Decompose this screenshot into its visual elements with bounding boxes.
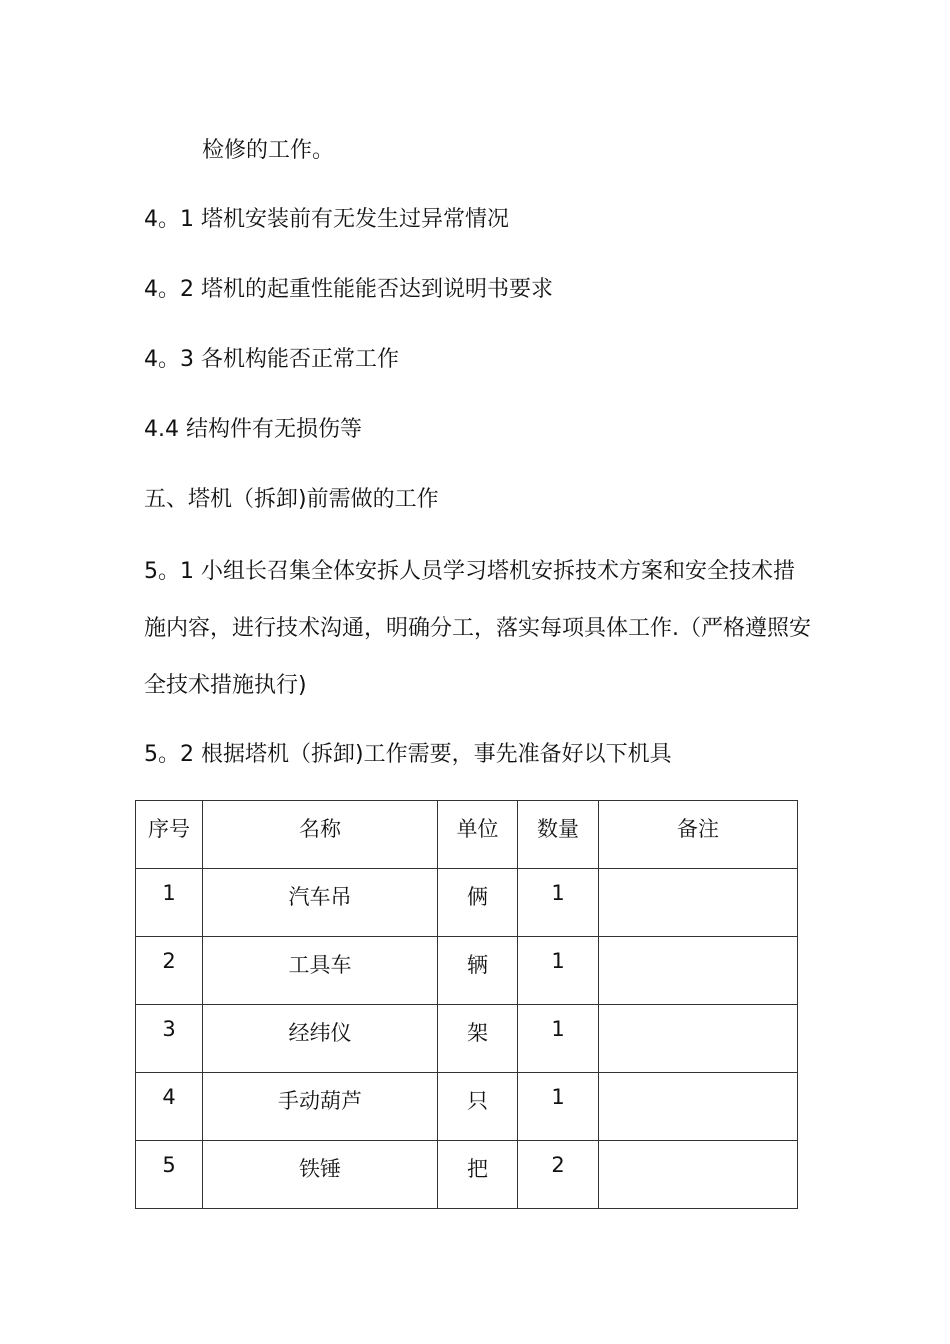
cell-quantity: 1 xyxy=(518,937,599,1005)
cell-quantity: 2 xyxy=(518,1141,599,1209)
table-header-row xyxy=(136,801,798,869)
cell-remarks xyxy=(599,869,798,937)
continuation-line: 检修的工作。 xyxy=(202,138,335,163)
cell-name: 汽车吊 xyxy=(203,869,438,937)
cell-unit: 俩 xyxy=(438,869,518,937)
table-row xyxy=(136,869,798,937)
item-4-1: 4。1 塔机安装前有无发生过异常情况 xyxy=(144,207,509,232)
cell-remarks xyxy=(599,1073,798,1141)
table-row xyxy=(136,1005,798,1073)
cell-serial: 3 xyxy=(136,1005,203,1073)
cell-quantity: 1 xyxy=(518,869,599,937)
cell-name: 工具车 xyxy=(203,937,438,1005)
cell-remarks xyxy=(599,1005,798,1073)
cell-remarks xyxy=(599,937,798,1005)
cell-name: 经纬仪 xyxy=(203,1005,438,1073)
cell-name: 手动葫芦 xyxy=(203,1073,438,1141)
section-5-heading: 五、塔机（拆卸)前需做的工作 xyxy=(144,487,439,512)
cell-unit: 把 xyxy=(438,1141,518,1209)
cell-serial: 5 xyxy=(136,1141,203,1209)
cell-remarks xyxy=(599,1141,798,1209)
cell-unit: 架 xyxy=(438,1005,518,1073)
cell-unit: 只 xyxy=(438,1073,518,1141)
cell-serial: 4 xyxy=(136,1073,203,1141)
tools-table xyxy=(135,800,798,1209)
table-row xyxy=(136,937,798,1005)
item-4-2: 4。2 塔机的起重性能能否达到说明书要求 xyxy=(144,277,553,302)
item-4-3: 4。3 各机构能否正常工作 xyxy=(144,347,399,372)
item-4-4: 4.4 结构件有无损伤等 xyxy=(144,417,362,442)
item-5-2: 5。2 根据塔机（拆卸)工作需要，事先准备好以下机具 xyxy=(144,742,672,767)
table-row xyxy=(136,1141,798,1209)
cell-serial: 2 xyxy=(136,937,203,1005)
cell-unit: 辆 xyxy=(438,937,518,1005)
cell-quantity: 1 xyxy=(518,1005,599,1073)
header-serial: 序号 xyxy=(136,801,203,869)
cell-name: 铁锤 xyxy=(203,1141,438,1209)
header-name: 名称 xyxy=(203,801,438,869)
cell-serial: 1 xyxy=(136,869,203,937)
item-5-1-paragraph: 5。1 小组长召集全体安拆人员学习塔机安拆技术方案和安全技术措施内容，进行技术沟通，明确分工，落实每项具体工作.（严格遵照安全技术措施执行) xyxy=(144,559,811,698)
header-remarks: 备注 xyxy=(599,801,798,869)
table-row xyxy=(136,1073,798,1141)
header-unit: 单位 xyxy=(438,801,518,869)
header-quantity: 数量 xyxy=(518,801,599,869)
cell-quantity: 1 xyxy=(518,1073,599,1141)
